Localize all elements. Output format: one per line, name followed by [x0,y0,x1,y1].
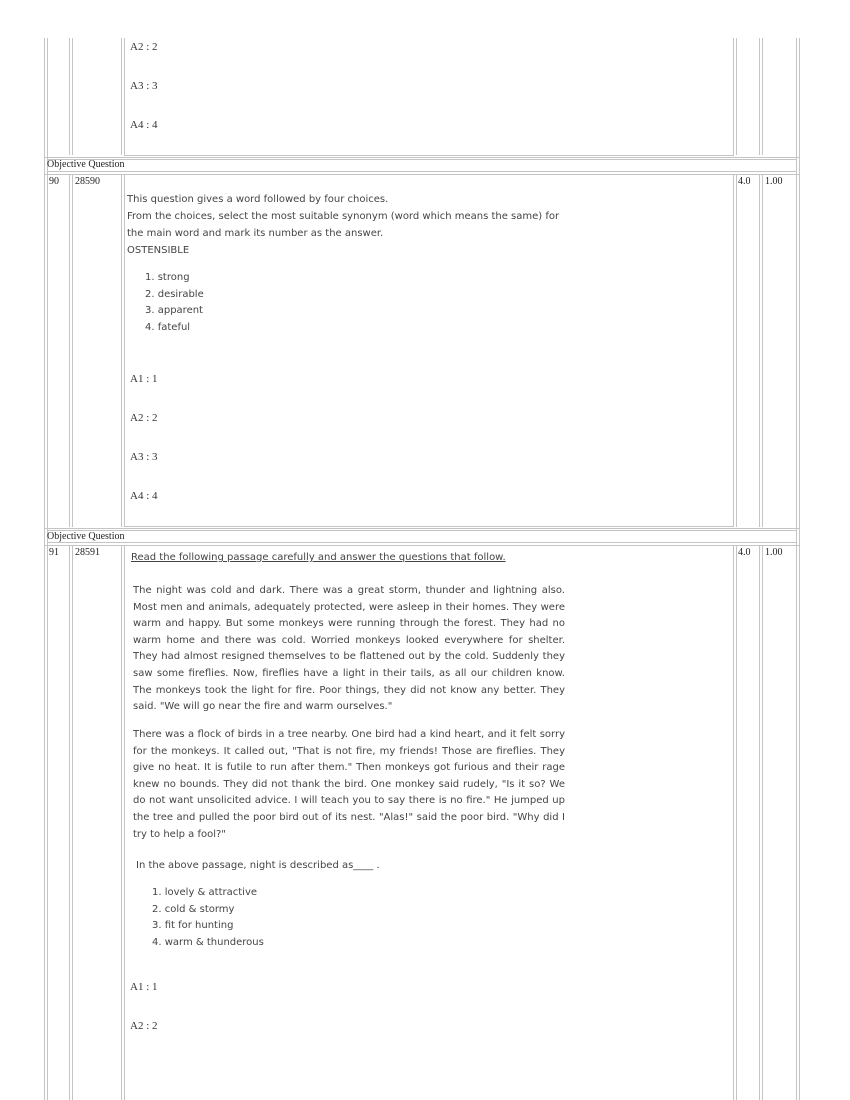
question-negative-marks: 1.00 [765,176,783,187]
col-line [124,545,125,1100]
question-number: 90 [49,176,59,187]
passage-paragraph: The night was cold and dark. There was a great storm, thunder and lightning also. Most men and animals, adequately protected, were asleep in their homes. They were warm and happy. But some monkeys were running through the forest. They had no warm home and there was cold. Worried monkeys looked everywhere for shelter. They had almost resigned themselves to be flattened out by the cold. Suddenly they saw some fireflies. Now, fireflies have a light in their tails, as all our children know. The monkeys took the light for fire. Poor things, they did not know any better. They said. "We will go near the fire and warm ourselves." [133,585,565,713]
row-line [47,530,797,531]
question-negative-marks: 1.00 [765,547,783,558]
col-line [736,174,737,527]
answer-option: A2 : 2 [130,41,158,53]
choice-item: 2. cold & stormy [152,903,235,915]
row-line [44,174,800,175]
question-text: In the above passage, night is described as____ . [136,860,380,871]
table-border-left-outer [44,38,45,1100]
col-line [121,38,122,155]
col-line [733,545,734,1100]
table-border-left-inner [47,38,48,1100]
col-line [733,174,734,527]
col-line [72,174,73,527]
answer-option: A2 : 2 [130,412,158,424]
row-line [44,157,800,158]
question-intro: From the choices, select the most suitable synonym (word which means the same) for [127,211,560,222]
row-line [47,171,797,172]
col-line [121,545,122,1100]
choice-item: 4. fateful [145,321,191,333]
answer-option: A1 : 1 [130,981,158,993]
question-marks: 4.0 [738,547,751,558]
row-line [124,526,734,527]
answer-option: A3 : 3 [130,451,158,463]
choice-item: 2. desirable [145,288,204,300]
table-border-right-inner [796,38,797,1100]
choice-item: 3. apparent [145,305,203,317]
col-line [762,38,763,155]
choice-list [152,885,264,951]
col-line [733,38,734,155]
question-word: OSTENSIBLE [127,245,190,256]
answer-option: A4 : 4 [130,490,158,502]
passage-paragraph: There was a flock of birds in a tree nearby. One bird had a kind heart, and it felt sorry for the monkeys. It called out, "That is not fire, my friends! Those are fireflies. They give no heat. It is futile to run after them." Then monkeys got furious and their rage knew no bounds. They did not thank the bird. One monkey said rudely, "Is it so? We do not want unsolicited advice. I will teach you to say there is no fire." He jumped up the tree and pulled the poor bird out of its nest. "Alas!" said the poor bird. "Why did I try to help a fool?" [133,729,565,840]
choice-item: 4. warm & thunderous [152,936,264,948]
col-line [124,38,125,155]
col-line [72,38,73,155]
col-line [69,38,70,155]
col-line [759,545,760,1100]
col-line [759,38,760,155]
section-label: Objective Question [47,159,125,170]
question-id: 28590 [75,176,100,187]
question-intro: the main word and mark its number as the answer. [127,228,384,239]
row-line [47,542,797,543]
section-label: Objective Question [47,531,125,542]
choice-list [145,270,204,336]
choice-item: 3. fit for hunting [152,920,234,932]
row-line [44,545,800,546]
question-intro: This question gives a word followed by four choices. [127,194,389,205]
col-line [72,545,73,1100]
col-line [69,545,70,1100]
passage-instruction: Read the following passage carefully and answer the questions that follow. [131,552,506,563]
question-marks: 4.0 [738,176,751,187]
choice-item: 1. lovely & attractive [152,887,258,898]
question-number: 91 [49,547,59,558]
answer-option: A1 : 1 [130,373,158,385]
col-line [762,174,763,527]
row-line [124,155,734,156]
col-line [124,174,125,527]
table-border-right-outer [799,38,800,1100]
question-id: 28591 [75,547,100,558]
choice-item: 1. strong [145,272,190,283]
answer-option: A2 : 2 [130,1020,158,1032]
row-line [44,528,800,529]
col-line [736,545,737,1100]
answer-option: A4 : 4 [130,119,158,131]
col-line [736,38,737,155]
answer-option: A3 : 3 [130,80,158,92]
col-line [69,174,70,527]
col-line [759,174,760,527]
col-line [762,545,763,1100]
row-line [47,159,797,160]
col-line [121,174,122,527]
